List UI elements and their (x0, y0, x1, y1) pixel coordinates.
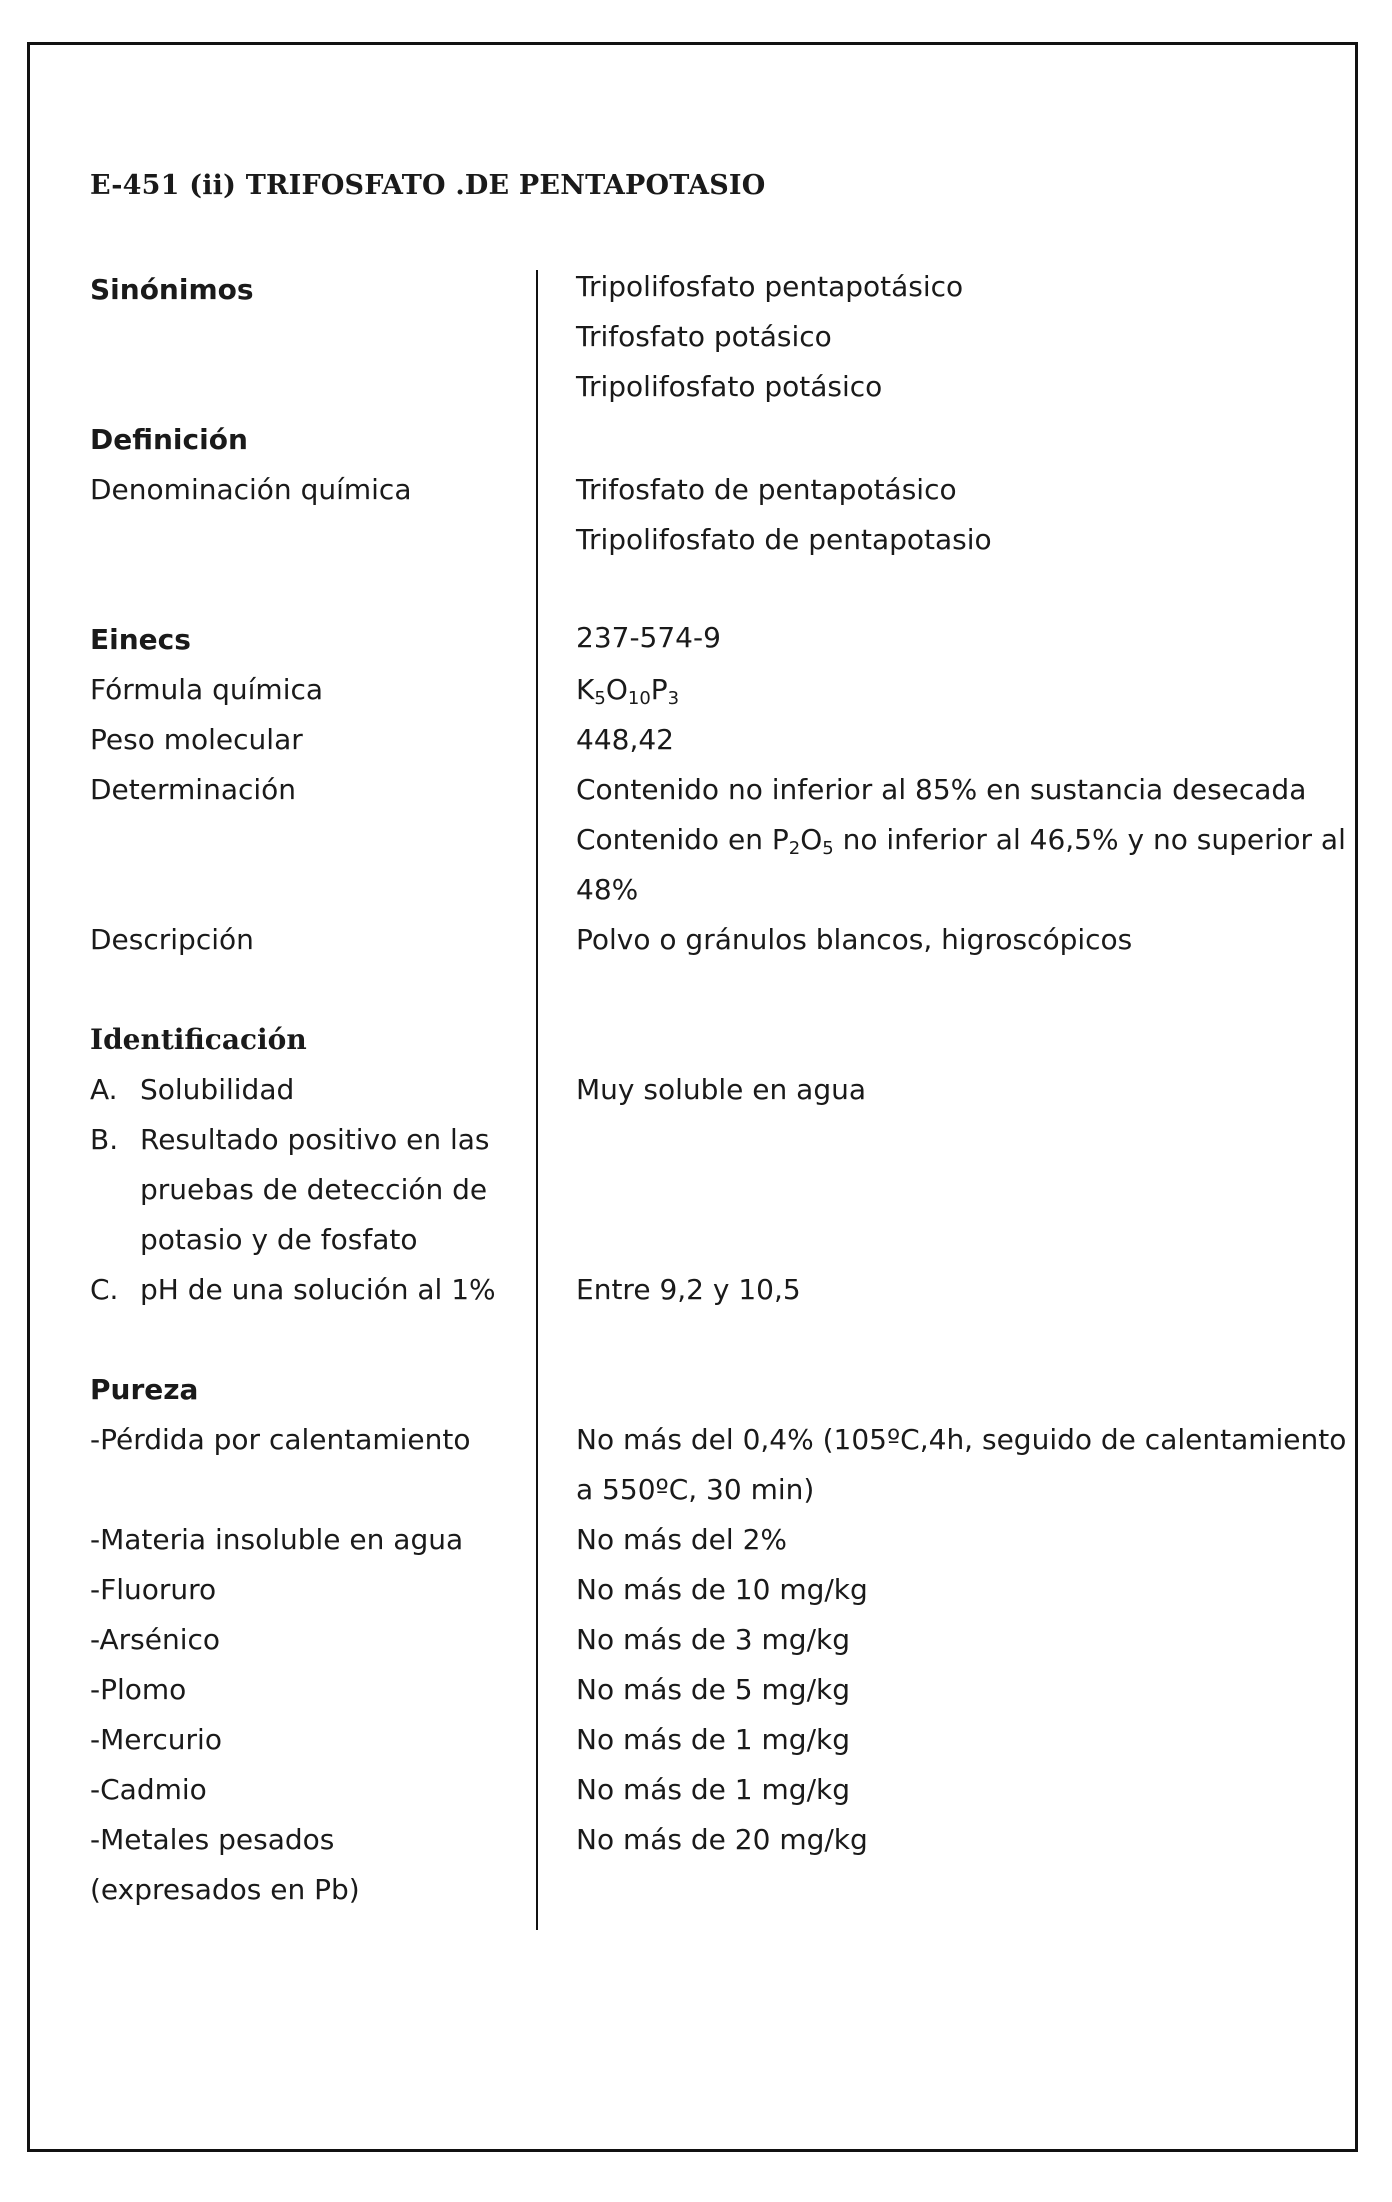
denominacion-label: Denominación química (90, 473, 412, 506)
determinacion-line: Contenido en $P_2O_5$ no inferior al 46,5% y no superior al (576, 823, 1346, 859)
denominacion-value: Tripolifosfato de pentapotasio (576, 523, 992, 556)
list-marker: C. (90, 1273, 119, 1306)
pureza-value: No más de 1 mg/kg (576, 1773, 850, 1806)
pureza-value: No más de 5 mg/kg (576, 1673, 850, 1706)
descripcion-label: Descripción (90, 923, 254, 956)
identificacion-item: potasio y de fosfato (140, 1223, 418, 1256)
sinonimo-value: Tripolifosfato potásico (576, 370, 883, 403)
pureza-value: a 550ºC, 30 min) (576, 1473, 815, 1506)
identificacion-item: pruebas de detección de (140, 1173, 488, 1206)
peso-label: Peso molecular (90, 723, 303, 756)
sinonimo-value: Trifosfato potásico (576, 320, 832, 353)
determinacion-label: Determinación (90, 773, 297, 806)
document-title: E-451 (ii) TRIFOSFATO .DE PENTAPOTASIO (90, 170, 766, 201)
pureza-item: -Plomo (90, 1673, 187, 1706)
pureza-item: -Cadmio (90, 1773, 207, 1806)
identificacion-value: Entre 9,2 y 10,5 (576, 1273, 801, 1306)
pureza-value: No más del 0,4% (105ºC,4h, seguido de calentamiento (576, 1423, 1347, 1456)
pureza-item: -Pérdida por calentamiento (90, 1423, 471, 1456)
peso-value: 448,42 (576, 723, 674, 756)
identificacion-label: Identificación (90, 1023, 307, 1056)
identificacion-value: Muy soluble en agua (576, 1073, 867, 1106)
sinonimo-value: Tripolifosfato pentapotásico (576, 270, 964, 303)
pureza-item: -Fluoruro (90, 1573, 217, 1606)
identificacion-item: Resultado positivo en las (140, 1123, 490, 1156)
pureza-value: No más de 1 mg/kg (576, 1723, 850, 1756)
sinonimos-label: Sinónimos (90, 273, 254, 306)
pureza-item: -Mercurio (90, 1723, 222, 1756)
identificacion-item: pH de una solución al 1% (140, 1273, 496, 1306)
einecs-value: 237-574-9 (576, 621, 721, 654)
pureza-item: -Materia insoluble en agua (90, 1523, 464, 1556)
list-marker: B. (90, 1123, 119, 1156)
formula-label: Fórmula química (90, 673, 324, 706)
pureza-note: (expresados en Pb) (90, 1873, 360, 1906)
list-marker: A. (90, 1073, 118, 1106)
pureza-value: No más de 10 mg/kg (576, 1573, 868, 1606)
pureza-label: Pureza (90, 1373, 199, 1406)
determinacion-line: Contenido no inferior al 85% en sustancia desecada (576, 773, 1307, 806)
identificacion-item: Solubilidad (140, 1073, 295, 1106)
definicion-label: Definición (90, 423, 248, 456)
pureza-value: No más de 20 mg/kg (576, 1823, 868, 1856)
pureza-item: -Metales pesados (90, 1823, 335, 1856)
descripcion-value: Polvo o gránulos blancos, higroscópicos (576, 923, 1133, 956)
pureza-item: -Arsénico (90, 1623, 221, 1656)
pureza-value: No más del 2% (576, 1523, 787, 1556)
formula-value: $K_5O_{10}P_3$ (576, 673, 680, 709)
determinacion-line: 48% (576, 873, 639, 906)
pureza-value: No más de 3 mg/kg (576, 1623, 850, 1656)
denominacion-value: Trifosfato de pentapotásico (576, 473, 957, 506)
column-divider (536, 270, 538, 1930)
einecs-label: Einecs (90, 623, 191, 656)
